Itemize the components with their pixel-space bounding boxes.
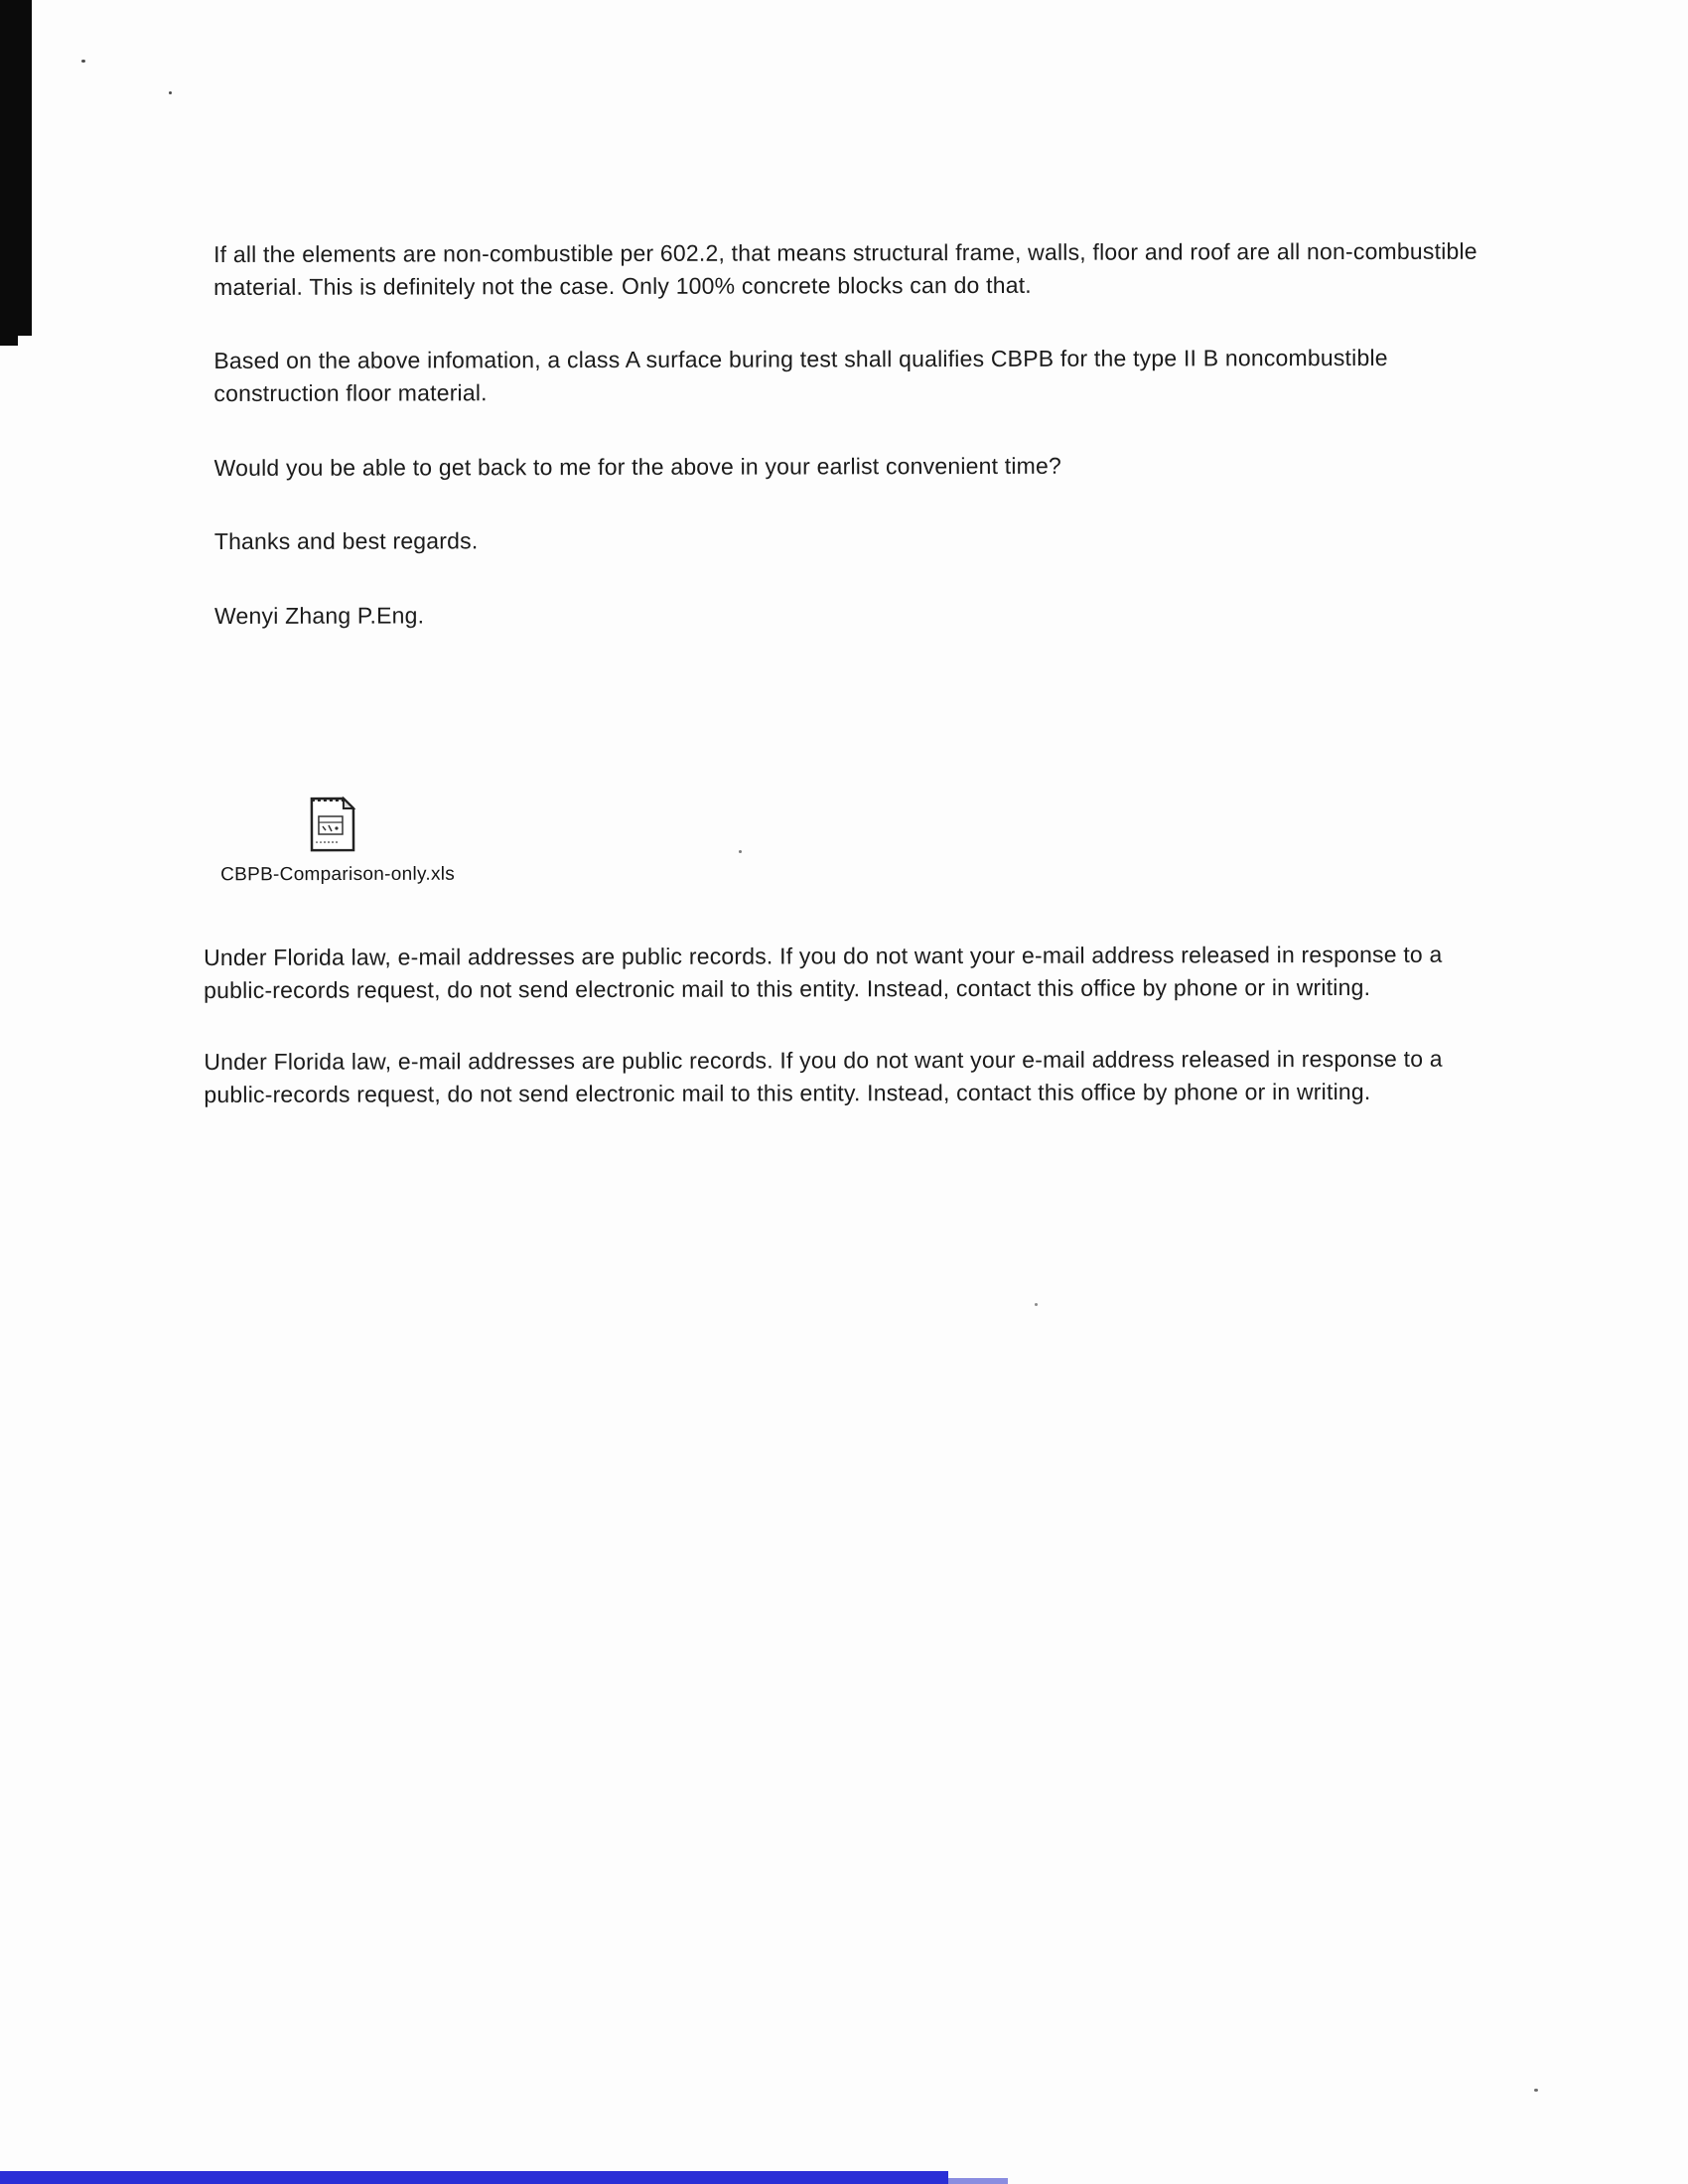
scan-artifact-blue-bar-tail bbox=[948, 2178, 1008, 2184]
scan-artifact-black-strip bbox=[0, 0, 32, 336]
body-paragraph: Thanks and best regards. bbox=[213, 527, 479, 555]
legal-disclaimers bbox=[204, 939, 1500, 1151]
signature-line: Wenyi Zhang P.Eng. bbox=[213, 602, 425, 629]
scan-speck bbox=[81, 60, 85, 63]
scan-speck bbox=[739, 850, 742, 853]
attachment-filename: CBPB-Comparison-only.xls bbox=[220, 863, 456, 886]
scan-speck bbox=[1534, 2089, 1538, 2092]
scan-artifact-blue-bar bbox=[0, 2171, 948, 2184]
scan-speck bbox=[169, 91, 172, 94]
scan-speck bbox=[1035, 1303, 1038, 1306]
body-paragraph: Would you be able to get back to me for the above in your earlist convenient time? bbox=[213, 452, 1062, 481]
body-paragraph: Based on the above infomation, a class A surface buring test shall qualifies CBPB for the type II B noncombustible construction floor material. bbox=[213, 345, 1388, 406]
xls-file-icon bbox=[308, 795, 357, 854]
florida-law-disclaimer: Under Florida law, e-mail addresses are public records. If you do not want your e-mail address released in response to a public-records request, do not send electronic mail to this entity. Instead, contact this office by phone or in writing. bbox=[204, 1046, 1443, 1107]
attachment-block bbox=[220, 795, 455, 887]
email-body bbox=[213, 235, 1500, 674]
florida-law-disclaimer: Under Florida law, e-mail addresses are public records. If you do not want your e-mail address released in response to a public-records request, do not send electronic mail to this entity. Instead, contact this office by phone or in writing. bbox=[204, 941, 1443, 1003]
body-paragraph: If all the elements are non-combustible per 602.2, that means structural frame, walls, floor and roof are all non-combustible material. This is definitely not the case. Only 100% concrete blocks can do that. bbox=[213, 237, 1477, 300]
